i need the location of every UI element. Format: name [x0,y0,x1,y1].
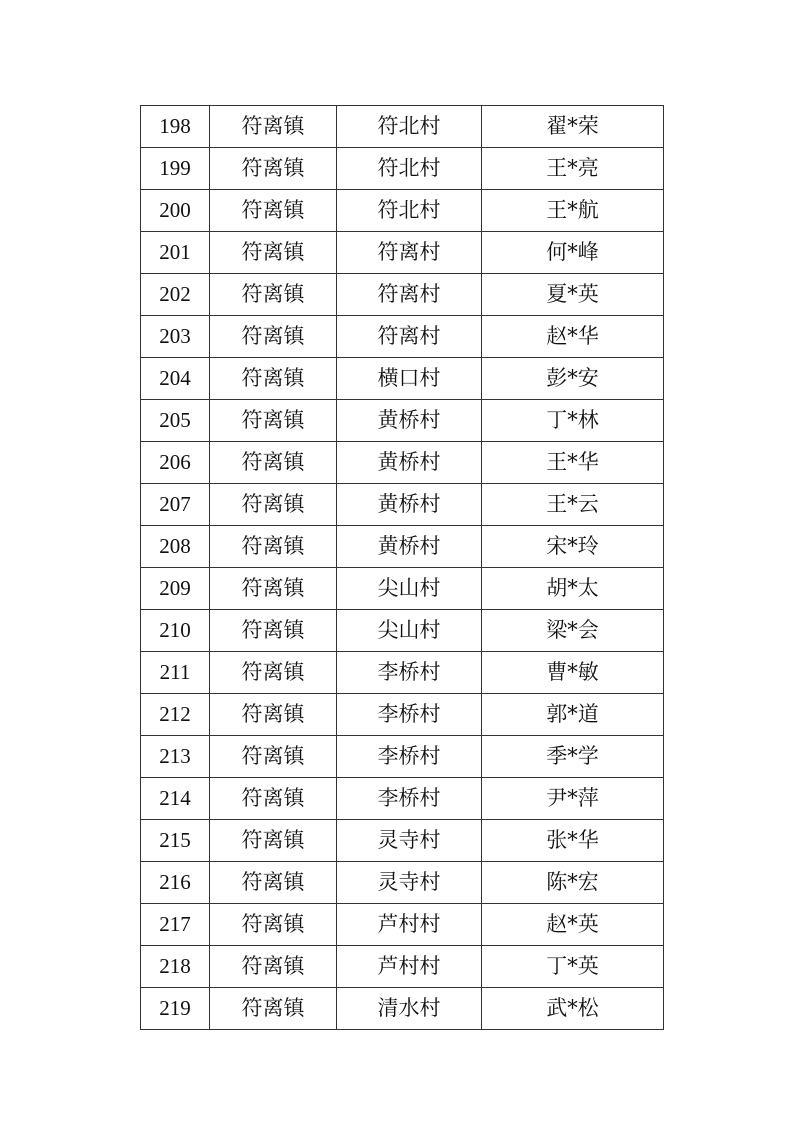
table-row [141,232,664,274]
town-cell: 符离镇 [210,946,337,988]
table-row [141,862,664,904]
town-cell: 符离镇 [210,568,337,610]
town-cell: 符离镇 [210,484,337,526]
row-index-cell: 211 [141,652,210,694]
row-index-cell: 201 [141,232,210,274]
town-cell: 符离镇 [210,400,337,442]
village-cell: 灵寺村 [337,862,482,904]
table-row [141,778,664,820]
town-cell: 符离镇 [210,610,337,652]
table-row [141,526,664,568]
person-name-cell: 彭*安 [482,358,664,400]
person-name-cell: 王*航 [482,190,664,232]
table-row [141,610,664,652]
row-index-cell: 210 [141,610,210,652]
person-name-cell: 丁*林 [482,400,664,442]
person-name-cell: 赵*英 [482,904,664,946]
town-cell: 符离镇 [210,232,337,274]
town-cell: 符离镇 [210,904,337,946]
village-cell: 李桥村 [337,778,482,820]
row-index-cell: 217 [141,904,210,946]
town-cell: 符离镇 [210,316,337,358]
village-cell: 李桥村 [337,736,482,778]
table-row [141,316,664,358]
town-cell: 符离镇 [210,274,337,316]
person-name-cell: 胡*太 [482,568,664,610]
table-row [141,358,664,400]
village-cell: 符北村 [337,148,482,190]
table-row [141,694,664,736]
person-name-cell: 王*华 [482,442,664,484]
row-index-cell: 207 [141,484,210,526]
roster-table [140,105,664,1030]
table-row [141,736,664,778]
village-cell: 芦村村 [337,946,482,988]
village-cell: 尖山村 [337,610,482,652]
town-cell: 符离镇 [210,694,337,736]
row-index-cell: 215 [141,820,210,862]
village-cell: 灵寺村 [337,820,482,862]
town-cell: 符离镇 [210,736,337,778]
row-index-cell: 212 [141,694,210,736]
row-index-cell: 198 [141,106,210,148]
town-cell: 符离镇 [210,652,337,694]
person-name-cell: 夏*英 [482,274,664,316]
row-index-cell: 219 [141,988,210,1030]
town-cell: 符离镇 [210,526,337,568]
row-index-cell: 204 [141,358,210,400]
row-index-cell: 206 [141,442,210,484]
row-index-cell: 205 [141,400,210,442]
village-cell: 横口村 [337,358,482,400]
table-row [141,274,664,316]
table-row [141,148,664,190]
row-index-cell: 200 [141,190,210,232]
table-row [141,652,664,694]
roster-table-body [141,106,664,1030]
table-row [141,904,664,946]
village-cell: 李桥村 [337,652,482,694]
person-name-cell: 王*云 [482,484,664,526]
person-name-cell: 陈*宏 [482,862,664,904]
table-row [141,190,664,232]
person-name-cell: 张*华 [482,820,664,862]
table-row [141,568,664,610]
village-cell: 黄桥村 [337,400,482,442]
table-row [141,820,664,862]
person-name-cell: 宋*玲 [482,526,664,568]
person-name-cell: 翟*荣 [482,106,664,148]
table-row [141,484,664,526]
row-index-cell: 218 [141,946,210,988]
person-name-cell: 赵*华 [482,316,664,358]
village-cell: 符离村 [337,274,482,316]
village-cell: 李桥村 [337,694,482,736]
town-cell: 符离镇 [210,148,337,190]
town-cell: 符离镇 [210,778,337,820]
town-cell: 符离镇 [210,862,337,904]
town-cell: 符离镇 [210,442,337,484]
person-name-cell: 梁*会 [482,610,664,652]
person-name-cell: 尹*萍 [482,778,664,820]
village-cell: 芦村村 [337,904,482,946]
village-cell: 黄桥村 [337,526,482,568]
person-name-cell: 季*学 [482,736,664,778]
table-row [141,106,664,148]
village-cell: 符北村 [337,106,482,148]
table-row [141,442,664,484]
village-cell: 符北村 [337,190,482,232]
person-name-cell: 郭*道 [482,694,664,736]
village-cell: 符离村 [337,316,482,358]
table-row [141,946,664,988]
village-cell: 符离村 [337,232,482,274]
person-name-cell: 何*峰 [482,232,664,274]
row-index-cell: 214 [141,778,210,820]
village-cell: 黄桥村 [337,442,482,484]
table-row [141,400,664,442]
town-cell: 符离镇 [210,358,337,400]
village-cell: 尖山村 [337,568,482,610]
person-name-cell: 王*亮 [482,148,664,190]
village-cell: 黄桥村 [337,484,482,526]
town-cell: 符离镇 [210,988,337,1030]
town-cell: 符离镇 [210,820,337,862]
town-cell: 符离镇 [210,106,337,148]
town-cell: 符离镇 [210,190,337,232]
row-index-cell: 216 [141,862,210,904]
person-name-cell: 曹*敏 [482,652,664,694]
village-cell: 清水村 [337,988,482,1030]
row-index-cell: 213 [141,736,210,778]
person-name-cell: 武*松 [482,988,664,1030]
row-index-cell: 203 [141,316,210,358]
row-index-cell: 202 [141,274,210,316]
row-index-cell: 208 [141,526,210,568]
table-row [141,988,664,1030]
row-index-cell: 209 [141,568,210,610]
person-name-cell: 丁*英 [482,946,664,988]
row-index-cell: 199 [141,148,210,190]
